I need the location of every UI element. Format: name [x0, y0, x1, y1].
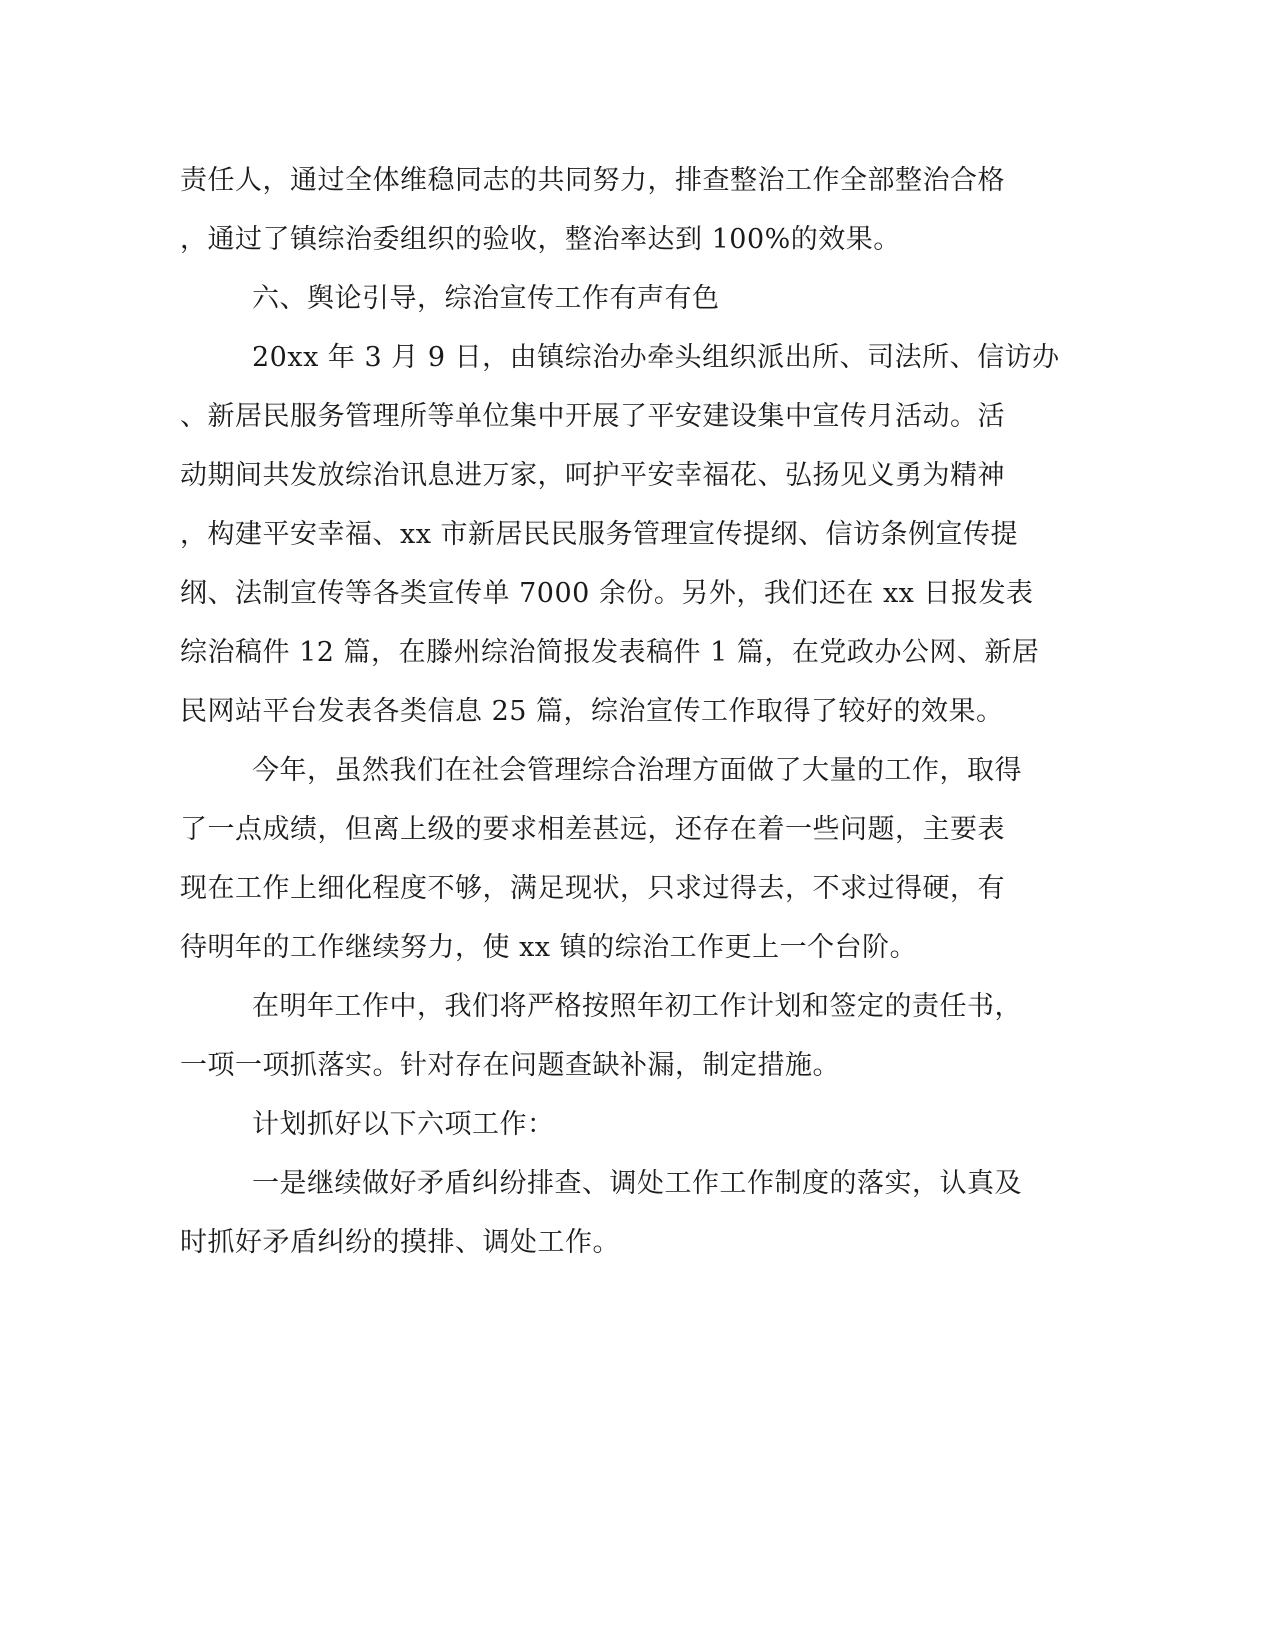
text-line: 待明年的工作继续努力，使 xx 镇的综治工作更上一个台阶。 — [180, 932, 918, 963]
text-line: 、新居民服务管理所等单位集中开展了平安建设集中宣传月活动。活 — [180, 401, 1005, 432]
text-line: 动期间共发放综治讯息进万家，呵护平安幸福花、弘扬见义勇为精神 — [180, 460, 1005, 491]
text-line: 现在工作上细化程度不够，满足现状，只求过得去，不求过得硬，有 — [180, 873, 1005, 904]
text-line: 在明年工作中，我们将严格按照年初工作计划和签定的责任书， — [252, 991, 1022, 1022]
text-line: 民网站平台发表各类信息 25 篇，综治宣传工作取得了较好的效果。 — [180, 696, 1004, 727]
section-heading: 六、舆论引导，综治宣传工作有声有色 — [252, 283, 720, 314]
text-line: 了一点成绩，但离上级的要求相差甚远，还存在着一些问题，主要表 — [180, 814, 1005, 845]
text-line: 责任人，通过全体维稳同志的共同努力，排查整治工作全部整治合格 — [180, 165, 1005, 196]
text-line: 计划抓好以下六项工作： — [252, 1109, 555, 1140]
text-line: 一项一项抓落实。针对存在问题查缺补漏，制定措施。 — [180, 1050, 840, 1081]
text-line: 20xx 年 3 月 9 日，由镇综治办牵头组织派出所、司法所、信访办 — [252, 342, 1060, 373]
document-body — [180, 160, 1060, 1281]
text-line: ，构建平安幸福、xx 市新居民民服务管理宣传提纲、信访条例宣传提 — [180, 519, 1019, 550]
text-line: 综治稿件 12 篇，在滕州综治简报发表稿件 1 篇，在党政办公网、新居 — [180, 637, 1040, 668]
text-line: 纲、法制宣传等各类宣传单 7000 余份。另外，我们还在 xx 日报发表 — [180, 578, 1034, 609]
text-line: 一是继续做好矛盾纠纷排查、调处工作工作制度的落实，认真及 — [252, 1168, 1022, 1199]
text-line: ，通过了镇综治委组织的验收，整治率达到 100%的效果。 — [180, 224, 901, 255]
text-line: 时抓好矛盾纠纷的摸排、调处工作。 — [180, 1227, 620, 1258]
text-line: 今年，虽然我们在社会管理综合治理方面做了大量的工作，取得 — [252, 755, 1022, 786]
